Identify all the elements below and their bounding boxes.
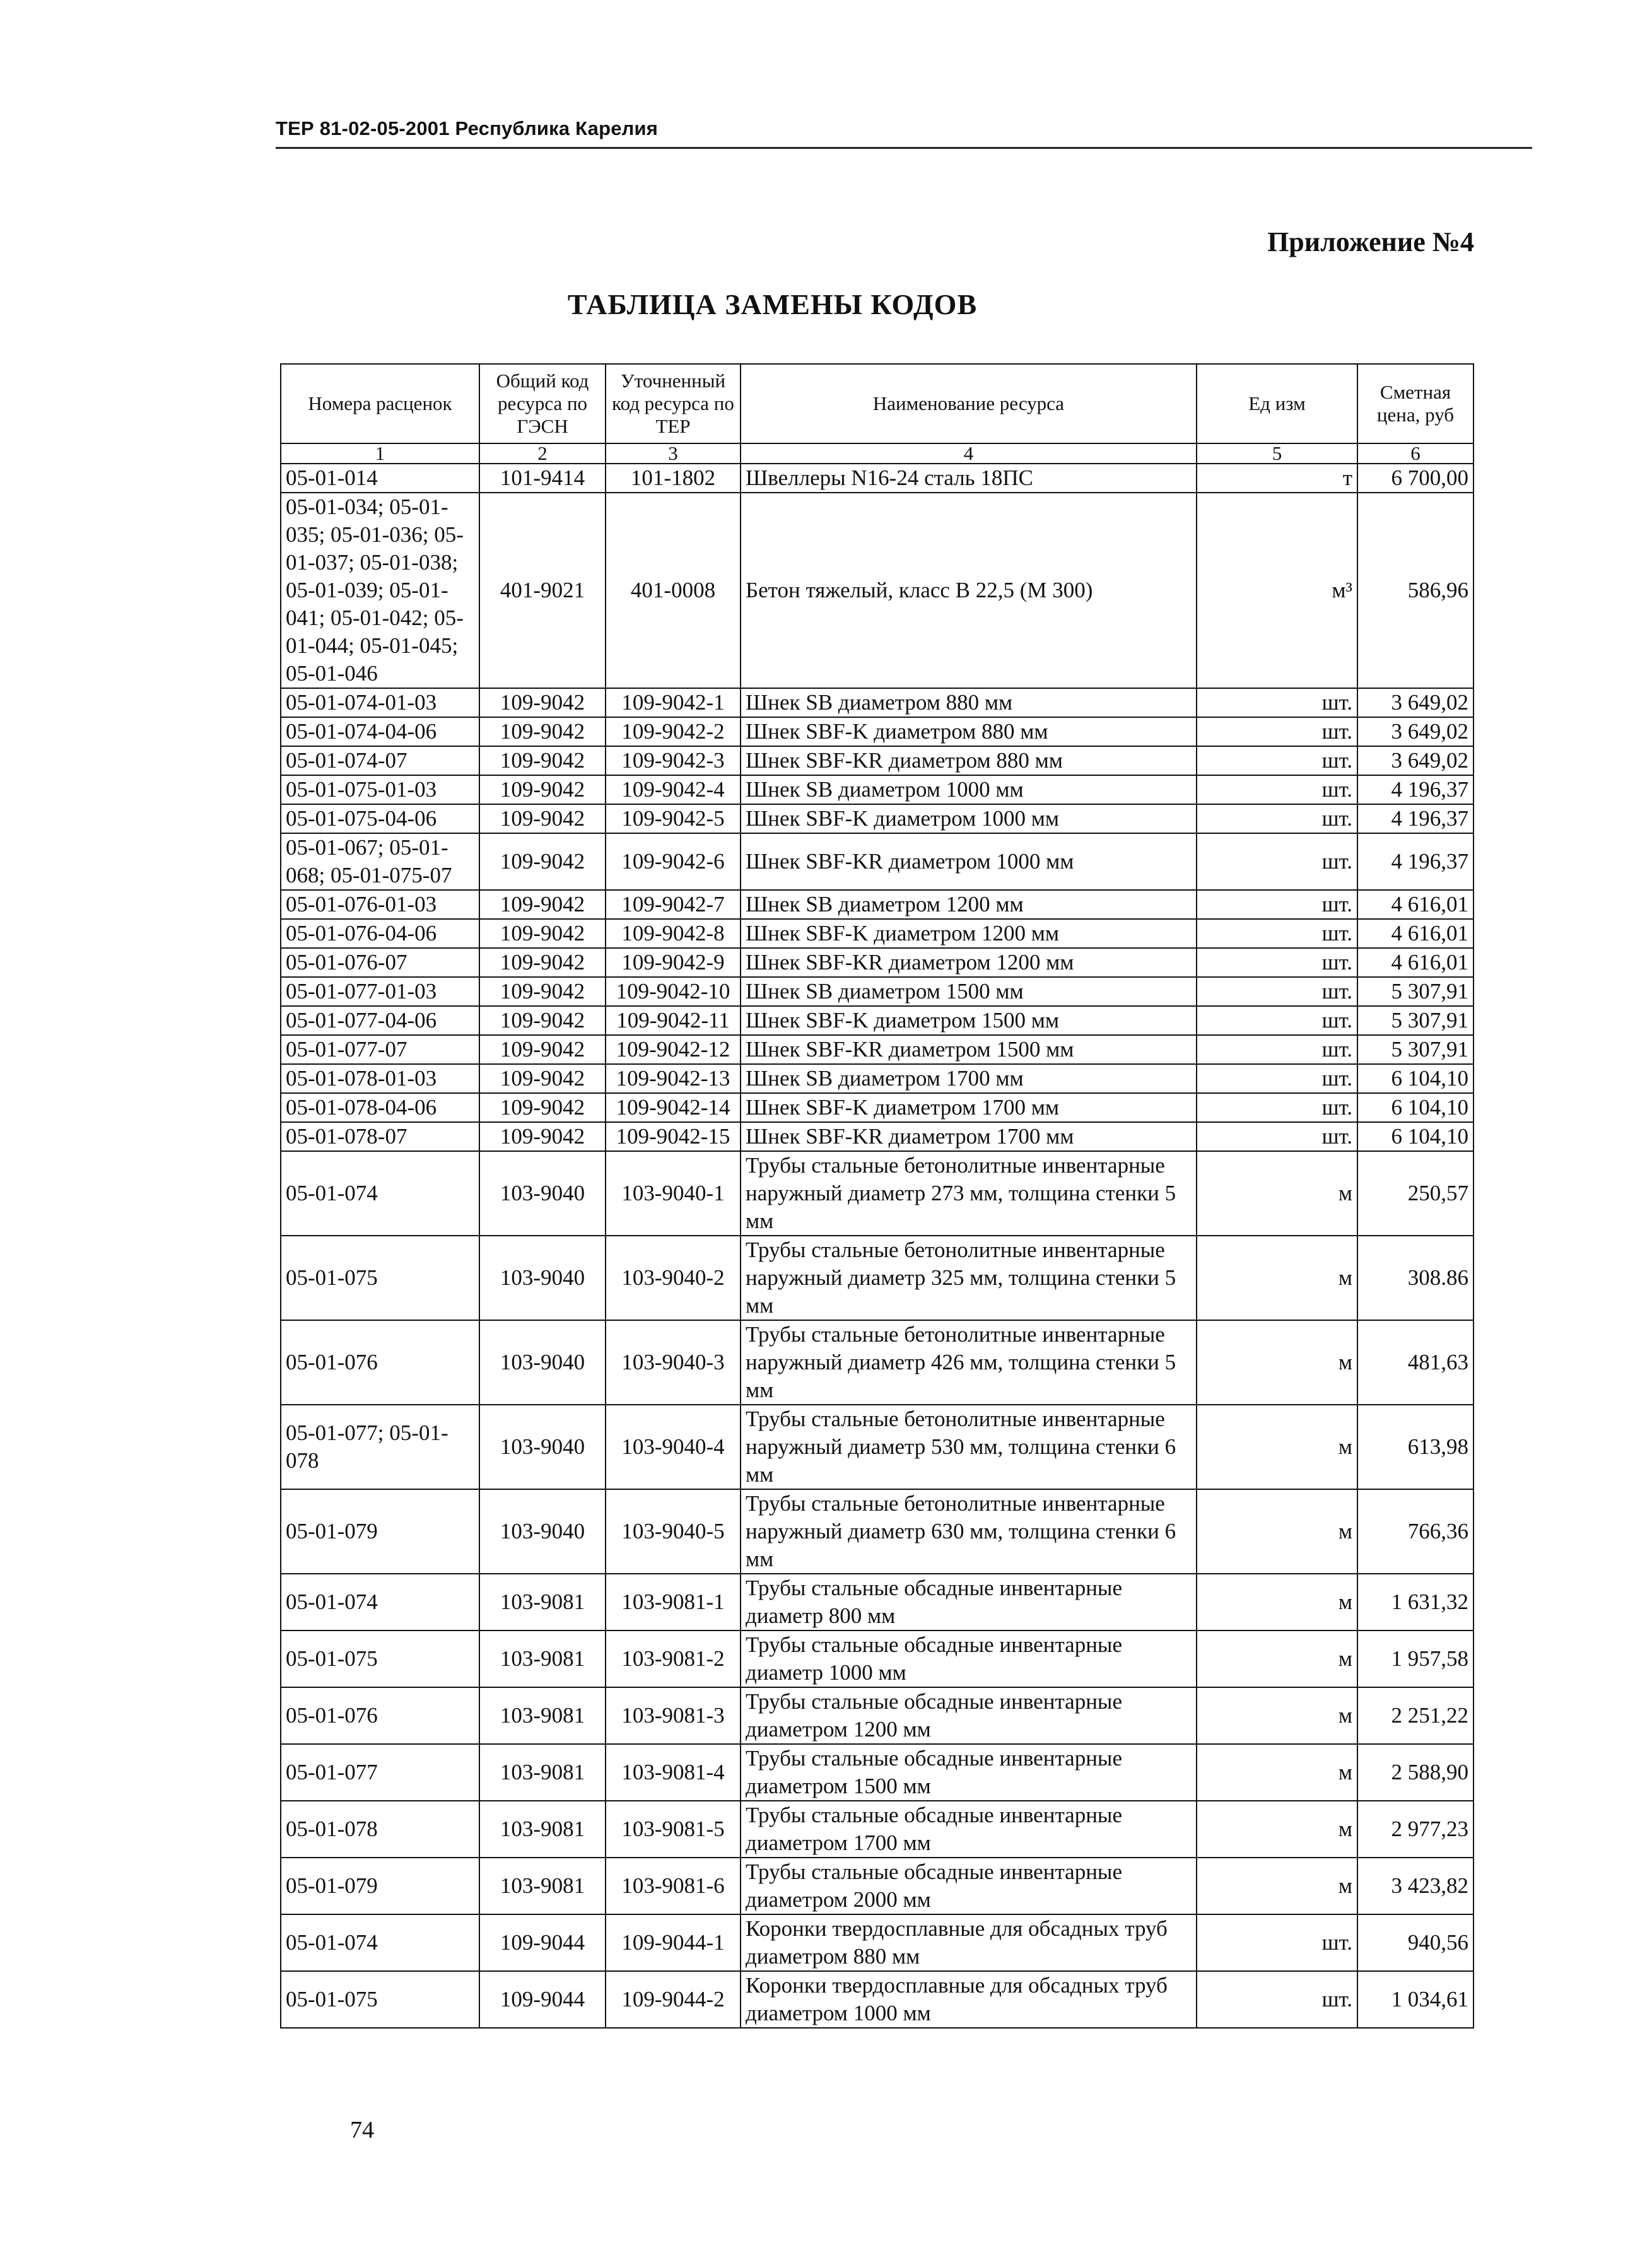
cell-price: 481,63 <box>1357 1320 1473 1405</box>
cell-price: 4 616,01 <box>1357 919 1473 948</box>
cell-price: 5 307,91 <box>1357 1006 1473 1035</box>
table-row <box>281 1801 1473 1858</box>
cell-ter-code: 103-9040-3 <box>606 1320 741 1405</box>
cell-resource-name: Трубы стальные бетонолитные инвентарные наружный диаметр 530 мм, толщина стенки 6 мм <box>741 1405 1197 1489</box>
cell-ter-code: 109-9042-8 <box>606 919 741 948</box>
cell-rate-numbers: 05-01-078 <box>281 1801 479 1858</box>
cell-price: 586,96 <box>1357 493 1473 688</box>
cell-rate-numbers: 05-01-075 <box>281 1631 479 1687</box>
cell-rate-numbers: 05-01-076-07 <box>281 948 479 977</box>
cell-gesn-code: 109-9042 <box>479 1093 606 1122</box>
cell-unit: м <box>1197 1574 1357 1631</box>
cell-rate-numbers: 05-01-077-01-03 <box>281 977 479 1006</box>
cell-ter-code: 401-0008 <box>606 493 741 688</box>
col-header-gesn-code: Общий код ресурса по ГЭСН <box>479 364 606 443</box>
cell-gesn-code: 103-9081 <box>479 1631 606 1687</box>
cell-resource-name: Шнек SB диаметром 880 мм <box>741 688 1197 717</box>
cell-price: 613,98 <box>1357 1405 1473 1489</box>
cell-ter-code: 109-9042-4 <box>606 775 741 804</box>
code-replacement-table <box>280 363 1474 2029</box>
col-header-ter-code: Уточненный код ресурса по ТЕР <box>606 364 741 443</box>
cell-ter-code: 101-1802 <box>606 464 741 493</box>
cell-rate-numbers: 05-01-078-01-03 <box>281 1064 479 1093</box>
cell-rate-numbers: 05-01-075 <box>281 1236 479 1320</box>
cell-unit: м <box>1197 1489 1357 1574</box>
col-number: 1 <box>281 443 479 464</box>
cell-gesn-code: 101-9414 <box>479 464 606 493</box>
cell-price: 4 616,01 <box>1357 948 1473 977</box>
column-number-row <box>281 443 1473 464</box>
cell-unit: м <box>1197 1801 1357 1858</box>
cell-unit: м <box>1197 1320 1357 1405</box>
cell-ter-code: 103-9081-3 <box>606 1687 741 1744</box>
table-row <box>281 493 1473 688</box>
cell-price: 766,36 <box>1357 1489 1473 1574</box>
cell-gesn-code: 109-9042 <box>479 919 606 948</box>
cell-unit: шт. <box>1197 688 1357 717</box>
cell-price: 250,57 <box>1357 1151 1473 1236</box>
cell-gesn-code: 109-9042 <box>479 1064 606 1093</box>
table-row <box>281 1631 1473 1687</box>
cell-price: 3 649,02 <box>1357 688 1473 717</box>
cell-gesn-code: 109-9042 <box>479 1035 606 1064</box>
table-row <box>281 1489 1473 1574</box>
cell-unit: м <box>1197 1151 1357 1236</box>
cell-gesn-code: 103-9040 <box>479 1489 606 1574</box>
col-header-resource-name: Наименование ресурса <box>741 364 1197 443</box>
cell-unit: т <box>1197 464 1357 493</box>
cell-rate-numbers: 05-01-074-04-06 <box>281 717 479 746</box>
cell-gesn-code: 109-9042 <box>479 1122 606 1151</box>
cell-rate-numbers: 05-01-076 <box>281 1320 479 1405</box>
col-number: 3 <box>606 443 741 464</box>
cell-rate-numbers: 05-01-078-07 <box>281 1122 479 1151</box>
cell-unit: м <box>1197 1858 1357 1914</box>
cell-resource-name: Трубы стальные обсадные инвентарные диаметр 1000 мм <box>741 1631 1197 1687</box>
cell-price: 4 196,37 <box>1357 804 1473 833</box>
cell-gesn-code: 103-9040 <box>479 1405 606 1489</box>
cell-resource-name: Шнек SB диаметром 1200 мм <box>741 890 1197 919</box>
table-row <box>281 948 1473 977</box>
table-row <box>281 1006 1473 1035</box>
cell-price: 4 616,01 <box>1357 890 1473 919</box>
cell-unit: шт. <box>1197 919 1357 948</box>
cell-gesn-code: 109-9044 <box>479 1914 606 1971</box>
cell-resource-name: Трубы стальные обсадные инвентарные диаметром 1500 мм <box>741 1744 1197 1801</box>
cell-gesn-code: 109-9042 <box>479 775 606 804</box>
cell-price: 3 649,02 <box>1357 746 1473 775</box>
cell-ter-code: 103-9081-6 <box>606 1858 741 1914</box>
cell-rate-numbers: 05-01-077 <box>281 1744 479 1801</box>
cell-price: 6 104,10 <box>1357 1093 1473 1122</box>
cell-gesn-code: 103-9040 <box>479 1236 606 1320</box>
table-row <box>281 833 1473 890</box>
cell-price: 1 957,58 <box>1357 1631 1473 1687</box>
col-header-price: Сметная цена, руб <box>1357 364 1473 443</box>
col-number: 4 <box>741 443 1197 464</box>
cell-unit: шт. <box>1197 1914 1357 1971</box>
cell-unit: шт. <box>1197 1035 1357 1064</box>
table-row <box>281 1064 1473 1093</box>
table-row <box>281 977 1473 1006</box>
table-row <box>281 1858 1473 1914</box>
cell-ter-code: 103-9040-4 <box>606 1405 741 1489</box>
cell-price: 2 588,90 <box>1357 1744 1473 1801</box>
cell-rate-numbers: 05-01-067; 05-01-068; 05-01-075-07 <box>281 833 479 890</box>
table-row <box>281 1405 1473 1489</box>
cell-unit: м³ <box>1197 493 1357 688</box>
cell-ter-code: 109-9044-2 <box>606 1971 741 2028</box>
cell-gesn-code: 103-9081 <box>479 1858 606 1914</box>
cell-resource-name: Шнек SBF-K диаметром 1700 мм <box>741 1093 1197 1122</box>
table-row <box>281 717 1473 746</box>
cell-rate-numbers: 05-01-078-04-06 <box>281 1093 479 1122</box>
cell-ter-code: 103-9040-2 <box>606 1236 741 1320</box>
cell-gesn-code: 109-9042 <box>479 833 606 890</box>
cell-rate-numbers: 05-01-079 <box>281 1858 479 1914</box>
cell-rate-numbers: 05-01-076 <box>281 1687 479 1744</box>
cell-ter-code: 109-9042-13 <box>606 1064 741 1093</box>
cell-gesn-code: 109-9042 <box>479 977 606 1006</box>
cell-unit: шт. <box>1197 1093 1357 1122</box>
cell-ter-code: 109-9042-11 <box>606 1006 741 1035</box>
page-title-text: ТАБЛИЦА ЗАМЕНЫ КОДОВ <box>567 288 978 320</box>
page-number: 74 <box>350 2117 374 2143</box>
table-row <box>281 688 1473 717</box>
cell-resource-name: Шнек SB диаметром 1700 мм <box>741 1064 1197 1093</box>
col-header-rates: Номера расценок <box>281 364 479 443</box>
cell-resource-name: Шнек SBF-KR диаметром 1000 мм <box>741 833 1197 890</box>
cell-unit: шт. <box>1197 890 1357 919</box>
cell-ter-code: 103-9081-2 <box>606 1631 741 1687</box>
cell-rate-numbers: 05-01-077-07 <box>281 1035 479 1064</box>
table-row <box>281 804 1473 833</box>
cell-ter-code: 109-9042-12 <box>606 1035 741 1064</box>
table-row <box>281 919 1473 948</box>
cell-unit: шт. <box>1197 746 1357 775</box>
cell-gesn-code: 103-9040 <box>479 1320 606 1405</box>
cell-rate-numbers: 05-01-077; 05-01-078 <box>281 1405 479 1489</box>
table-row <box>281 1914 1473 1971</box>
cell-resource-name: Шнек SBF-KR диаметром 1700 мм <box>741 1122 1197 1151</box>
cell-gesn-code: 109-9042 <box>479 746 606 775</box>
table-header-row <box>281 364 1473 443</box>
cell-rate-numbers: 05-01-074 <box>281 1914 479 1971</box>
cell-price: 6 700,00 <box>1357 464 1473 493</box>
cell-rate-numbers: 05-01-034; 05-01-035; 05-01-036; 05-01-037; 05-01-038; 05-01-039; 05-01-041; 05-01-042; 05-01-044; 05-01-045; 05-01-046 <box>281 493 479 688</box>
cell-price: 308.86 <box>1357 1236 1473 1320</box>
cell-unit: шт. <box>1197 977 1357 1006</box>
cell-rate-numbers: 05-01-075 <box>281 1971 479 2028</box>
cell-ter-code: 103-9081-4 <box>606 1744 741 1801</box>
cell-gesn-code: 103-9081 <box>479 1801 606 1858</box>
cell-unit: шт. <box>1197 1064 1357 1093</box>
cell-price: 5 307,91 <box>1357 1035 1473 1064</box>
cell-rate-numbers: 05-01-077-04-06 <box>281 1006 479 1035</box>
cell-unit: шт. <box>1197 948 1357 977</box>
col-header-unit: Ед изм <box>1197 364 1357 443</box>
cell-resource-name: Шнек SB диаметром 1500 мм <box>741 977 1197 1006</box>
cell-resource-name: Бетон тяжелый, класс В 22,5 (М 300) <box>741 493 1197 688</box>
running-header: ТЕР 81-02-05-2001 Республика Карелия <box>276 117 659 139</box>
cell-resource-name: Швеллеры N16-24 сталь 18ПС <box>741 464 1197 493</box>
cell-gesn-code: 109-9042 <box>479 948 606 977</box>
cell-gesn-code: 401-9021 <box>479 493 606 688</box>
cell-rate-numbers: 05-01-075-04-06 <box>281 804 479 833</box>
appendix-label: Приложение №4 <box>1267 226 1474 257</box>
cell-unit: м <box>1197 1687 1357 1744</box>
cell-ter-code: 109-9042-1 <box>606 688 741 717</box>
cell-unit: м <box>1197 1631 1357 1687</box>
cell-resource-name: Трубы стальные обсадные инвентарные диаметр 800 мм <box>741 1574 1197 1631</box>
cell-ter-code: 103-9081-5 <box>606 1801 741 1858</box>
cell-ter-code: 109-9042-5 <box>606 804 741 833</box>
cell-gesn-code: 109-9042 <box>479 1006 606 1035</box>
table-row <box>281 1151 1473 1236</box>
cell-unit: шт. <box>1197 833 1357 890</box>
cell-resource-name: Трубы стальные бетонолитные инвентарные наружный диаметр 325 мм, толщина стенки 5 мм <box>741 1236 1197 1320</box>
cell-resource-name: Шнек SB диаметром 1000 мм <box>741 775 1197 804</box>
table-row <box>281 1035 1473 1064</box>
cell-gesn-code: 109-9042 <box>479 804 606 833</box>
table-row <box>281 890 1473 919</box>
cell-price: 4 196,37 <box>1357 833 1473 890</box>
cell-rate-numbers: 05-01-074 <box>281 1574 479 1631</box>
cell-ter-code: 109-9044-1 <box>606 1914 741 1971</box>
cell-resource-name: Трубы стальные обсадные инвентарные диаметром 1200 мм <box>741 1687 1197 1744</box>
table-row <box>281 1574 1473 1631</box>
cell-rate-numbers: 05-01-075-01-03 <box>281 775 479 804</box>
table-row <box>281 1122 1473 1151</box>
cell-ter-code: 109-9042-6 <box>606 833 741 890</box>
cell-rate-numbers: 05-01-014 <box>281 464 479 493</box>
cell-ter-code: 109-9042-7 <box>606 890 741 919</box>
cell-rate-numbers: 05-01-079 <box>281 1489 479 1574</box>
cell-rate-numbers: 05-01-074-01-03 <box>281 688 479 717</box>
cell-ter-code: 109-9042-2 <box>606 717 741 746</box>
cell-price: 2 977,23 <box>1357 1801 1473 1858</box>
cell-gesn-code: 103-9081 <box>479 1744 606 1801</box>
cell-resource-name: Шнек SBF-KR диаметром 1200 мм <box>741 948 1197 977</box>
page-title <box>0 288 1652 321</box>
cell-resource-name: Шнек SBF-K диаметром 1200 мм <box>741 919 1197 948</box>
cell-rate-numbers: 05-01-074-07 <box>281 746 479 775</box>
cell-resource-name: Трубы стальные бетонолитные инвентарные наружный диаметр 426 мм, толщина стенки 5 мм <box>741 1320 1197 1405</box>
cell-price: 3 423,82 <box>1357 1858 1473 1914</box>
cell-resource-name: Шнек SBF-KR диаметром 880 мм <box>741 746 1197 775</box>
cell-price: 4 196,37 <box>1357 775 1473 804</box>
cell-price: 1 034,61 <box>1357 1971 1473 2028</box>
cell-resource-name: Коронки твердосплавные для обсадных труб диаметром 1000 мм <box>741 1971 1197 2028</box>
table-row <box>281 775 1473 804</box>
table-row <box>281 1744 1473 1801</box>
cell-resource-name: Трубы стальные бетонолитные инвентарные наружный диаметр 630 мм, толщина стенки 6 мм <box>741 1489 1197 1574</box>
cell-gesn-code: 103-9081 <box>479 1574 606 1631</box>
col-number: 5 <box>1197 443 1357 464</box>
cell-gesn-code: 109-9042 <box>479 890 606 919</box>
table-row <box>281 746 1473 775</box>
cell-unit: шт. <box>1197 775 1357 804</box>
cell-resource-name: Шнек SBF-K диаметром 1000 мм <box>741 804 1197 833</box>
cell-ter-code: 103-9081-1 <box>606 1574 741 1631</box>
cell-ter-code: 103-9040-5 <box>606 1489 741 1574</box>
cell-gesn-code: 109-9042 <box>479 688 606 717</box>
cell-rate-numbers: 05-01-076-04-06 <box>281 919 479 948</box>
cell-unit: м <box>1197 1236 1357 1320</box>
cell-unit: шт. <box>1197 804 1357 833</box>
cell-gesn-code: 103-9081 <box>479 1687 606 1744</box>
cell-price: 6 104,10 <box>1357 1122 1473 1151</box>
cell-rate-numbers: 05-01-074 <box>281 1151 479 1236</box>
col-number: 2 <box>479 443 606 464</box>
table-row <box>281 464 1473 493</box>
cell-resource-name: Трубы стальные бетонолитные инвентарные наружный диаметр 273 мм, толщина стенки 5 мм <box>741 1151 1197 1236</box>
cell-ter-code: 109-9042-9 <box>606 948 741 977</box>
cell-ter-code: 109-9042-14 <box>606 1093 741 1122</box>
col-number: 6 <box>1357 443 1473 464</box>
cell-resource-name: Шнек SBF-KR диаметром 1500 мм <box>741 1035 1197 1064</box>
cell-price: 5 307,91 <box>1357 977 1473 1006</box>
cell-unit: шт. <box>1197 1122 1357 1151</box>
cell-gesn-code: 109-9044 <box>479 1971 606 2028</box>
cell-price: 3 649,02 <box>1357 717 1473 746</box>
cell-ter-code: 109-9042-3 <box>606 746 741 775</box>
cell-resource-name: Трубы стальные обсадные инвентарные диаметром 2000 мм <box>741 1858 1197 1914</box>
table-row <box>281 1971 1473 2028</box>
header-divider <box>276 147 1532 149</box>
cell-unit: шт. <box>1197 1006 1357 1035</box>
table-row <box>281 1093 1473 1122</box>
cell-resource-name: Шнек SBF-K диаметром 1500 мм <box>741 1006 1197 1035</box>
cell-resource-name: Коронки твердосплавные для обсадных труб диаметром 880 мм <box>741 1914 1197 1971</box>
cell-price: 940,56 <box>1357 1914 1473 1971</box>
cell-unit: м <box>1197 1405 1357 1489</box>
cell-price: 2 251,22 <box>1357 1687 1473 1744</box>
cell-resource-name: Шнек SBF-K диаметром 880 мм <box>741 717 1197 746</box>
cell-ter-code: 109-9042-10 <box>606 977 741 1006</box>
table-row <box>281 1236 1473 1320</box>
cell-gesn-code: 109-9042 <box>479 717 606 746</box>
cell-price: 6 104,10 <box>1357 1064 1473 1093</box>
cell-resource-name: Трубы стальные обсадные инвентарные диаметром 1700 мм <box>741 1801 1197 1858</box>
cell-gesn-code: 103-9040 <box>479 1151 606 1236</box>
table-body <box>281 464 1473 2028</box>
cell-unit: шт. <box>1197 717 1357 746</box>
cell-price: 1 631,32 <box>1357 1574 1473 1631</box>
table-row <box>281 1320 1473 1405</box>
cell-unit: м <box>1197 1744 1357 1801</box>
cell-ter-code: 109-9042-15 <box>606 1122 741 1151</box>
cell-unit: шт. <box>1197 1971 1357 2028</box>
table-row <box>281 1687 1473 1744</box>
cell-ter-code: 103-9040-1 <box>606 1151 741 1236</box>
cell-rate-numbers: 05-01-076-01-03 <box>281 890 479 919</box>
